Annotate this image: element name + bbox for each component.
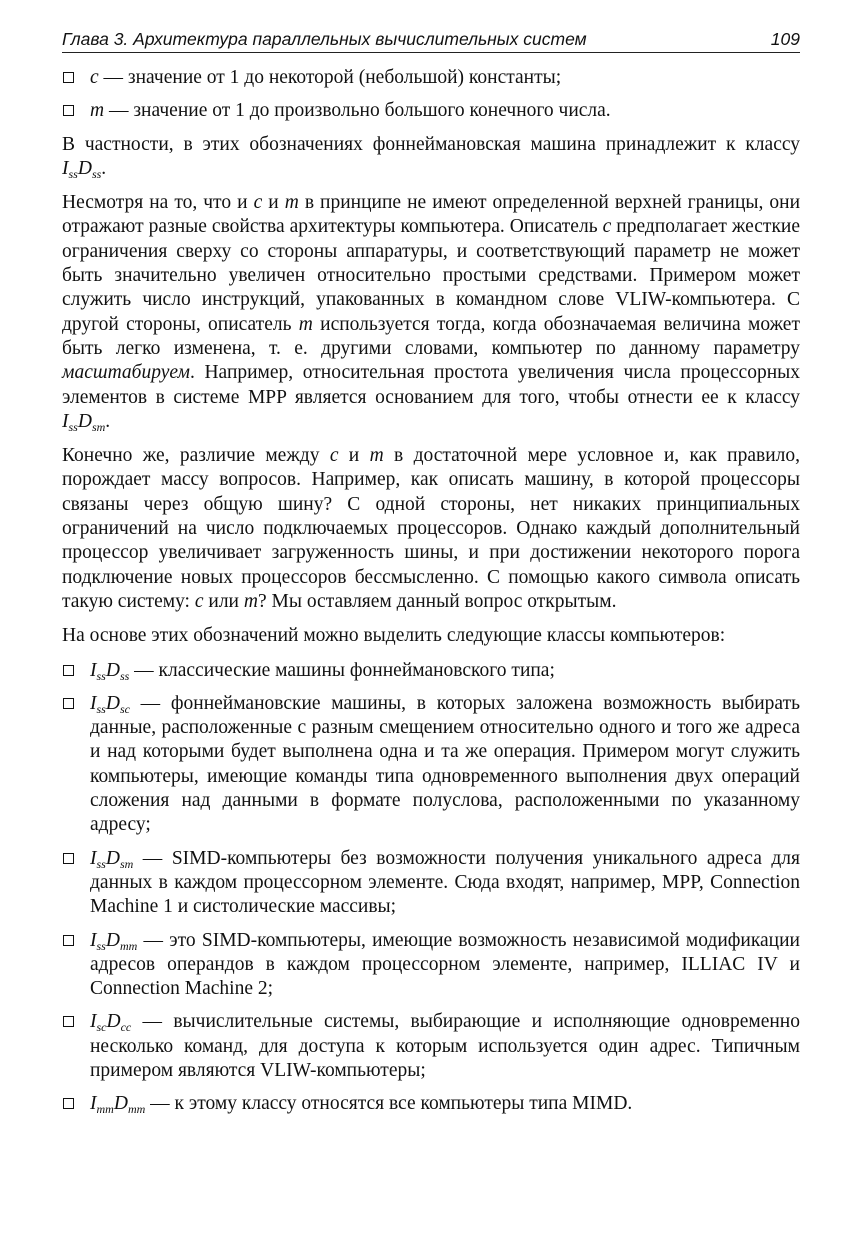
page-body <box>62 66 800 1117</box>
variable-m: m <box>90 100 105 122</box>
list-item-c <box>62 66 800 90</box>
class-list-item <box>62 659 800 683</box>
class-notation: $I_{ss}D_{mm}$ <box>90 929 138 953</box>
paragraph-classes-intro: На основе этих обозначений можно выделить следующие классы компьютеров: <box>62 625 726 647</box>
class-list-item <box>62 692 800 838</box>
checkbox-bullet-icon <box>63 1098 74 1109</box>
paragraph-von-neumann-class: В частности, в этих обозначениях фоннеймановская машина принадлежит к классу $I_{ss}D_{ss}$. <box>62 133 800 181</box>
class-description: — вычислительные системы, выбирающие и исполняющие одновременно несколько команд, для доступа к которым используется один адрес. Типичным примером являются VLIW-компьютеры; <box>90 1011 800 1081</box>
class-description: — SIMD-компьютеры без возможности получения уникального адреса для данных в каждом процессорном элементе. Сюда входят, например, MPP, Connection Machine 1 и систолические массивы; <box>90 847 800 918</box>
class-notation: $I_{ss}D_{ss}$ <box>62 157 102 181</box>
checkbox-bullet-icon <box>63 1016 74 1027</box>
class-description: — это SIMD-компьютеры, имеющие возможность независимой модификации адресов операндов в каждом процессорном элементе, например, ILLIAC IV и Connection Machine 2; <box>90 929 800 1000</box>
checkbox-bullet-icon <box>63 853 74 864</box>
class-list-item <box>62 929 800 1002</box>
checkbox-bullet-icon <box>63 698 74 709</box>
running-header <box>62 28 800 53</box>
page-number: 109 <box>770 29 800 49</box>
class-description: — фоннеймановские машины, в которых заложена возможность выбирать данные, расположенные с разным смещением относительно одного и того же адреса и над которыми будет выполнена одна и та же операция. Примером могут служить компьютеры, имеющие команды типа одновременного выполнения двух операций сложения над данными в формате полуслова, расположенными по указанному адресу; <box>90 692 800 836</box>
book-page <box>62 28 800 1126</box>
variable-c: c <box>90 67 99 88</box>
class-notation: $I_{ss}D_{ss}$ <box>90 659 130 683</box>
list-item-m <box>62 99 800 123</box>
class-list-item <box>62 1092 800 1116</box>
class-notation: $I_{ss}D_{sm}$ <box>62 410 106 434</box>
class-notation: $I_{mm}D_{mm}$ <box>90 1093 146 1117</box>
checkbox-bullet-icon <box>63 665 74 676</box>
class-list-item <box>62 1010 800 1083</box>
checkbox-bullet-icon <box>63 72 74 83</box>
checkbox-bullet-icon <box>63 935 74 946</box>
list-item-text: — значение от 1 до некоторой (небольшой) константы; <box>98 67 562 88</box>
list-item-text: — значение от 1 до произвольно большого конечного числа. <box>104 100 611 122</box>
class-list-item <box>62 847 800 920</box>
class-notation: $I_{sc}D_{cc}$ <box>90 1011 132 1035</box>
paragraph-descriptors: Несмотря на то, что и c и m в принципе не имеют определенной верхней границы, они отражают разные свойства архитектуры компьютера. Описатель c предполагает жесткие ограничения сверху со стороны аппаратуры, и соответствующий параметр не может быть значительно увеличен относительно простыми средствами. Примером может служить число инструкций, упакованных в командном слове VLIW-компьютера. С другой стороны, описатель m используется тогда, когда обозначаемая величина может быть легко изменена, т. е. другими словами, компьютер по данному параметру масштабируем. Например, относительная простота увеличения числа процессорных элементов в системе MPP является основанием для того, чтобы отнести ее к классу $I_{ss}D_{sm}$. <box>62 192 801 434</box>
class-description: — классические машины фоннеймановского типа; <box>129 659 555 681</box>
chapter-title: Глава 3. Архитектура параллельных вычислительных систем <box>62 29 587 49</box>
checkbox-bullet-icon <box>63 105 74 116</box>
paragraph-shared-bus: Конечно же, различие между c и m в достаточной мере условное и, как правило, порождает массу вопросов. Например, как описать машину, в которой процессоры связаны через общую шину? С одной стороны, нет никаких принципиальных ограничений на число подключаемых процессоров. Однако каждый дополнительный процессор увеличивает загруженность шины, и при достижении некоторого порога подключение новых процессоров бессмысленно. С помощью какого символа описать такую систему: c или m? Мы оставляем данный вопрос открытым. <box>62 445 800 612</box>
class-description: — к этому классу относятся все компьютеры типа MIMD. <box>145 1093 633 1115</box>
class-notation: $I_{ss}D_{sm}$ <box>90 847 134 871</box>
class-notation: $I_{ss}D_{sc}$ <box>90 692 130 716</box>
emphasized-word: масштабируем <box>62 362 190 384</box>
